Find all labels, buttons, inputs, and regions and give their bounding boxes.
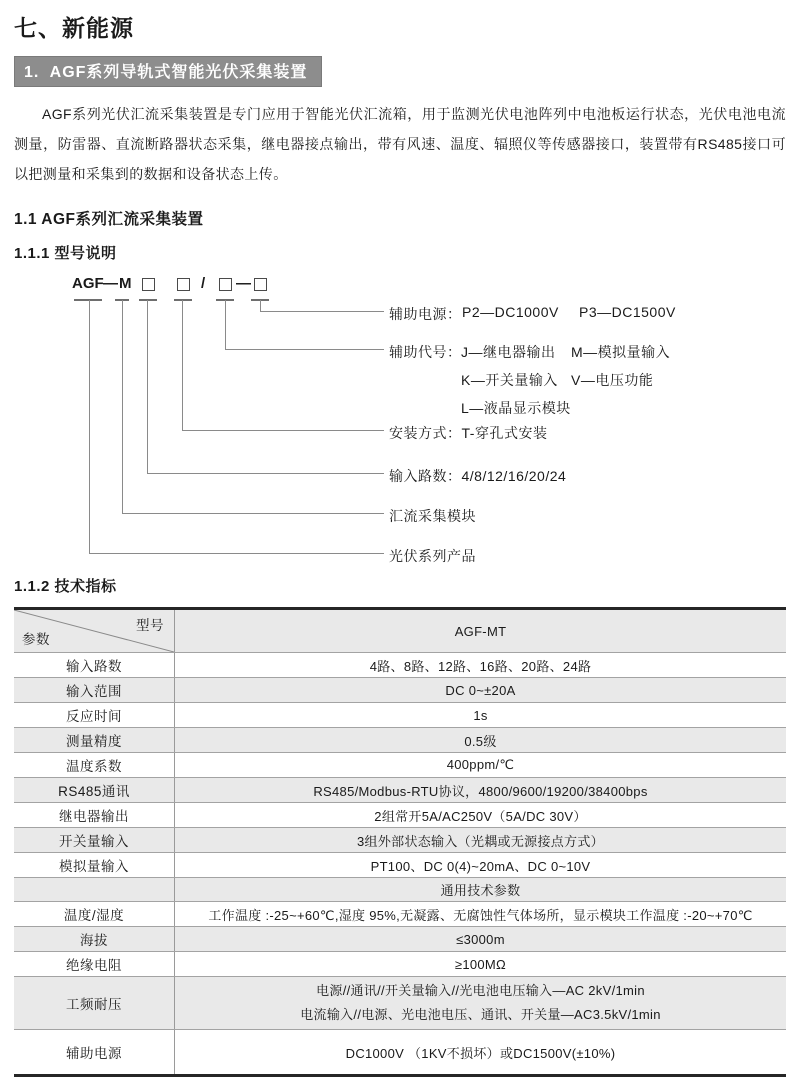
spec-param: 温度/湿度 [14,902,175,926]
spec-value: 4路、8路、12路、16路、20路、24路 [369,658,592,674]
spec-value: ≤3000m [456,931,505,947]
model-prefix: AGF [72,275,104,292]
table-row-general-params [14,877,786,901]
model-number-diagram [14,269,786,569]
spec-value: 1s [473,707,488,723]
heading-1-1-2: 1.1.2 技术指标 [14,578,117,595]
leg-line-series [89,300,384,554]
spec-value: PT100、DC 0(4)~20mA、DC 0~10V [370,858,591,874]
mounting-value: T-穿孔式安装 [461,425,548,441]
spec-value: DC 0~±20A [445,682,516,698]
corner-label-param: 参数 [22,632,50,647]
table-row [14,727,786,752]
section-banner: 1. AGF系列导轨式智能光伏采集装置 [14,56,322,87]
table-row [14,852,786,877]
spec-value: 3组外部状态输入（光耦或无源接点方式） [357,833,604,849]
spec-param: 辅助电源 [14,1030,175,1074]
table-row [14,926,786,951]
table-row [14,901,786,926]
aux-code-opt-k: K—开关量输入 [461,372,558,388]
spec-param: 海拔 [14,927,175,951]
table-row [14,702,786,727]
model-box-aux-power [254,278,267,291]
channels-title: 输入路数： [389,468,462,484]
spec-value: 2组常开5A/AC250V（5A/DC 30V） [374,808,587,824]
model-box-mounting [177,278,190,291]
table-row-withstand-voltage [14,976,786,1029]
model-code: M [119,275,132,292]
table-row [14,677,786,702]
table-row [14,802,786,827]
channels-value: 4/8/12/16/20/24 [461,468,567,484]
mounting-label [389,423,547,443]
spec-value-line-2: 电流输入//电源、光电池电压、通讯、开关量—AC3.5kV/1min [300,1007,661,1022]
spec-value: 通用技术参数 [440,883,521,898]
module-label: 汇流采集模块 [389,508,476,524]
spec-param: RS485通讯 [14,778,175,802]
aux-power-opt-p2: P2—DC1000V [462,304,559,320]
series-label: 光伏系列产品 [389,548,476,564]
aux-code-opt-v: V—电压功能 [571,372,654,388]
table-row [14,652,786,677]
spec-param: 开关量输入 [14,828,175,852]
spec-param: 继电器输出 [14,803,175,827]
spec-param: 输入路数 [14,653,175,677]
table-row-aux-power [14,1029,786,1074]
spec-param: 模拟量输入 [14,853,175,877]
spec-param [14,878,175,901]
model-dash: — [103,275,118,292]
spec-value [175,977,786,1029]
table-header-row [14,610,786,652]
aux-power-label: 辅助电源： [389,306,462,322]
intro-paragraph: AGF系列光伏汇流采集装置是专门应用于智能光伏汇流箱，用于监测光伏电池阵列中电池板运行状态，光伏电池电流测量，防雷器、直流断路器状态采集，继电器接点输出，带有风速、温度、辐照仪等传感器接口，装置带有RS485接口可以把测量和采集到的数据和设备状态上传。 [14,106,786,182]
table-row [14,777,786,802]
spec-value: 400ppm/℃ [446,757,515,772]
spec-param: 测量精度 [14,728,175,752]
spec-param: 工频耐压 [14,977,175,1029]
channels-label [389,466,566,486]
table-row [14,951,786,976]
mounting-title: 安装方式： [389,425,462,441]
spec-value: 工作温度 :-25~+60℃,湿度 95%,无凝露、无腐蚀性气体场所，显示模块工作温度 :-20~+70℃ [208,907,753,923]
spec-value: 0.5级 [464,733,497,749]
table-corner-cell [14,610,175,652]
model-box-channels [142,278,155,291]
table-row [14,827,786,852]
spec-table [14,607,786,1077]
heading-1-1: 1.1 AGF系列汇流采集装置 [14,211,204,228]
spec-value-line-1: 电源//通讯//开关量输入//光电池电压输入—AC 2kV/1min [316,983,645,998]
model-column-header: AGF-MT [454,623,507,639]
model-slash: / [201,275,206,292]
heading-1-1-1: 1.1.1 型号说明 [14,245,117,262]
spec-param: 绝缘电阻 [14,952,175,976]
spec-param: 温度系数 [14,753,175,777]
aux-code-label: 辅助代号： [389,344,462,360]
page-title: 七、新能源 [14,15,134,41]
table-row [14,752,786,777]
spec-param: 输入范围 [14,678,175,702]
aux-code-opt-j: J—继电器输出 [461,344,556,360]
aux-power-opt-p3: P3—DC1500V [579,304,676,320]
model-box-aux-code [219,278,232,291]
spec-value: ≥100MΩ [454,956,507,972]
spec-value: DC1000V （1KV不损坏）或DC1500V(±10%) [345,1045,616,1061]
spec-param: 反应时间 [14,703,175,727]
corner-label-model: 型号 [136,618,164,633]
spec-value: RS485/Modbus-RTU协议，4800/9600/19200/38400bps [313,783,648,799]
aux-code-opt-l: L—液晶显示模块 [461,400,571,416]
aux-code-opt-m: M—模拟量输入 [571,344,671,360]
model-dash: — [236,275,251,292]
